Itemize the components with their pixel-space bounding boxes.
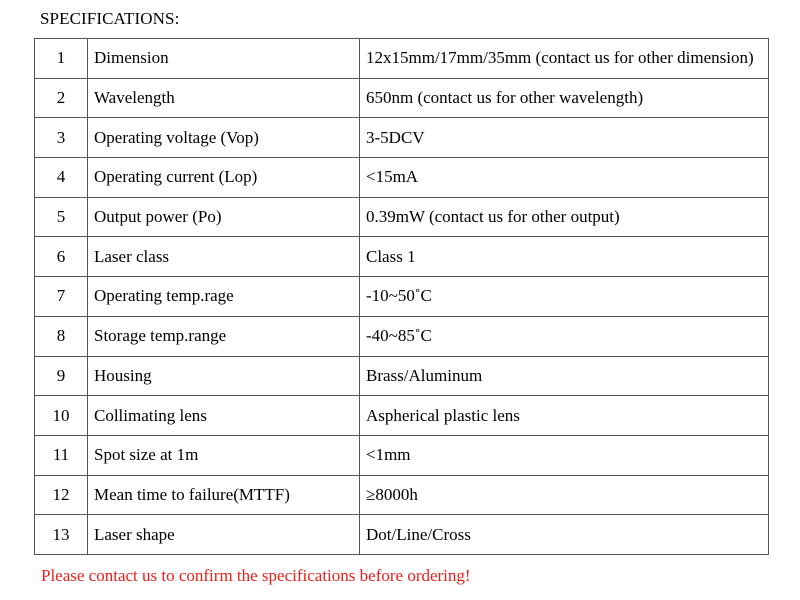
spec-name: Spot size at 1m — [88, 435, 360, 475]
row-number: 8 — [35, 316, 88, 356]
spec-value: 3-5DCV — [360, 118, 769, 158]
page-title: SPECIFICATIONS: — [40, 9, 180, 28]
table-row — [35, 316, 769, 356]
spec-value: <15mA — [360, 158, 769, 198]
table-row — [35, 396, 769, 436]
table-row — [35, 158, 769, 198]
spec-name: Operating temp.rage — [88, 277, 360, 317]
ordering-notice: Please contact us to confirm the specifications before ordering! — [41, 566, 471, 585]
row-number: 10 — [35, 396, 88, 436]
specifications-table — [34, 38, 769, 555]
table-row — [35, 78, 769, 118]
row-number: 6 — [35, 237, 88, 277]
spec-name: Laser class — [88, 237, 360, 277]
row-number: 4 — [35, 158, 88, 198]
spec-name: Collimating lens — [88, 396, 360, 436]
spec-value: Brass/Aluminum — [360, 356, 769, 396]
row-number: 9 — [35, 356, 88, 396]
spec-name: Operating voltage (Vop) — [88, 118, 360, 158]
table-row — [35, 277, 769, 317]
spec-name: Mean time to failure(MTTF) — [88, 475, 360, 515]
spec-value: 12x15mm/17mm/35mm (contact us for other dimension) — [360, 39, 769, 79]
table-row — [35, 118, 769, 158]
table-row — [35, 356, 769, 396]
row-number: 3 — [35, 118, 88, 158]
spec-name: Laser shape — [88, 515, 360, 555]
spec-value: ≥8000h — [360, 475, 769, 515]
table-row — [35, 435, 769, 475]
row-number: 11 — [35, 435, 88, 475]
row-number: 5 — [35, 197, 88, 237]
spec-name: Operating current (Lop) — [88, 158, 360, 198]
spec-value: Class 1 — [360, 237, 769, 277]
row-number: 7 — [35, 277, 88, 317]
spec-name: Wavelength — [88, 78, 360, 118]
row-number: 12 — [35, 475, 88, 515]
spec-value: -40~85˚C — [360, 316, 769, 356]
row-number: 13 — [35, 515, 88, 555]
spec-value: <1mm — [360, 435, 769, 475]
table-row — [35, 197, 769, 237]
table-row — [35, 237, 769, 277]
table-row — [35, 515, 769, 555]
spec-value: 0.39mW (contact us for other output) — [360, 197, 769, 237]
spec-value: Aspherical plastic lens — [360, 396, 769, 436]
spec-name: Storage temp.range — [88, 316, 360, 356]
spec-value: -10~50˚C — [360, 277, 769, 317]
specifications-table-body — [35, 39, 769, 555]
spec-value: Dot/Line/Cross — [360, 515, 769, 555]
table-row — [35, 39, 769, 79]
row-number: 1 — [35, 39, 88, 79]
spec-name: Output power (Po) — [88, 197, 360, 237]
table-row — [35, 475, 769, 515]
spec-value: 650nm (contact us for other wavelength) — [360, 78, 769, 118]
row-number: 2 — [35, 78, 88, 118]
spec-name: Dimension — [88, 39, 360, 79]
spec-name: Housing — [88, 356, 360, 396]
